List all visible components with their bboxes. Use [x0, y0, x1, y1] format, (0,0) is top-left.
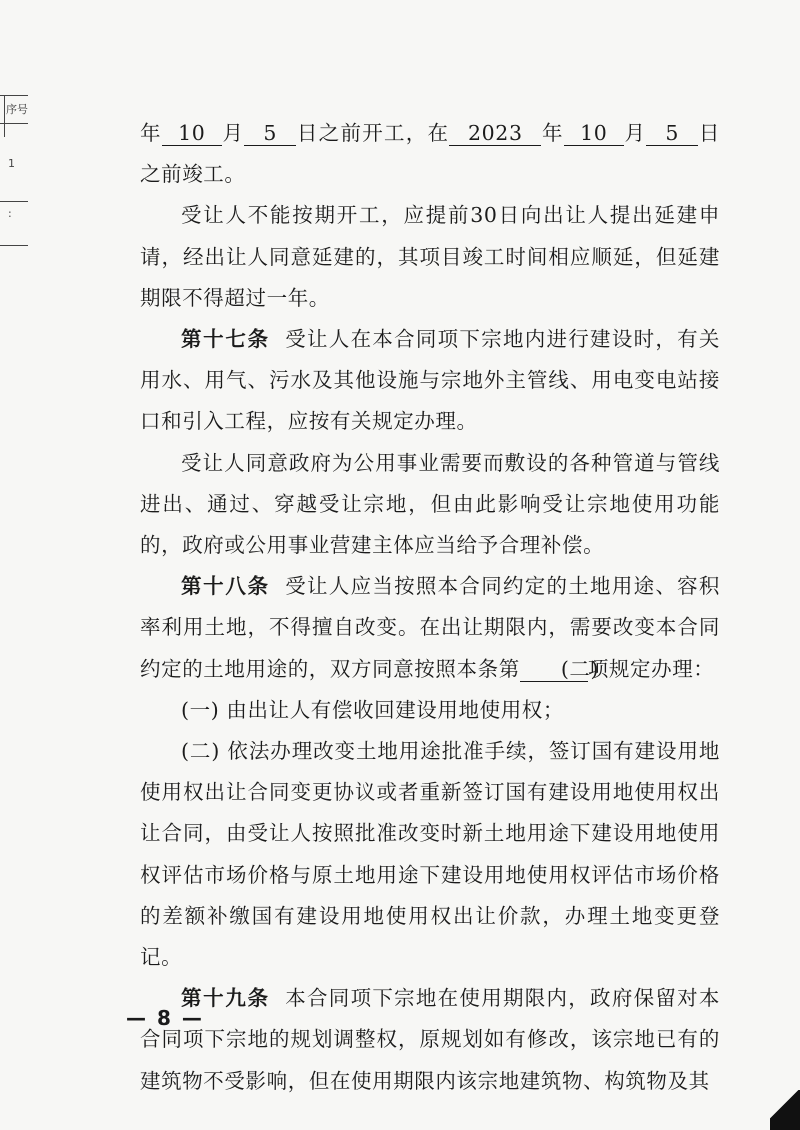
filled-option: (二)	[520, 657, 588, 682]
filled-year-complete: 2023	[449, 121, 541, 146]
paragraph-completion-dates	[140, 113, 720, 195]
text-fragment: 年	[541, 121, 564, 145]
paragraph-extension: 受让人不能按期开工，应提前30日向出让人提出延建申请，经出让人同意延建的，其项目竣工时间相应顺延，但延建期限不得超过一年。	[140, 203, 720, 310]
margin-rule	[0, 201, 28, 202]
contract-body	[140, 113, 720, 1102]
article-text: 受让人应当按照本合同约定的土地用途、容积率利用土地，不得擅自改变。在出让期限内，需要改变本合同约定的土地用途的，双方同意按照本条第	[140, 574, 721, 681]
previous-page-margin	[0, 95, 38, 270]
article-text: 本合同项下宗地在使用期限内，政府保留对本合同项下宗地的规划调整权，原规划如有修改，该宗地已有的建筑物不受影响，但在使用期限内该宗地建筑物、构筑物及其	[140, 986, 721, 1093]
margin-mark: 1	[8, 157, 15, 170]
margin-header-text: 序号	[6, 103, 28, 116]
text-fragment: 月	[623, 121, 647, 145]
article-19	[140, 978, 720, 1102]
margin-mark: :	[8, 207, 12, 220]
scan-edge-shadow	[770, 1090, 800, 1130]
article-title: 第十九条	[181, 986, 270, 1011]
article-text: 项规定办理：	[587, 656, 715, 681]
article-18	[140, 566, 720, 690]
text-fragment: 年	[140, 121, 162, 145]
filled-day-start: 5	[244, 121, 296, 146]
article-text: 受让人在本合同项下宗地内进行建设时，有关用水、用气、污水及其他设施与宗地外主管线、用电变电站接口和引入工程，应按有关规定办理。	[140, 327, 721, 434]
filled-month-start: 10	[162, 121, 222, 146]
filled-day-complete: 5	[646, 121, 698, 146]
article-title: 第十八条	[181, 574, 270, 599]
option-item-2: (二) 依法办理改变土地用途批准手续，签订国有建设用地使用权出让合同变更协议或者重新签订国有建设用地使用权出让合同，由受让人按照批准改变时新土地用途下建设用地使用权评估市场价格与原土地用途下建设用地使用权评估市场价格的差额补缴国有建设用地使用权出让价款，办理土地变更登记。	[140, 739, 720, 970]
page-number: — 8 —	[126, 1006, 204, 1030]
margin-rule-vertical	[4, 95, 5, 137]
margin-rule	[0, 123, 28, 124]
text-fragment: 日之前竣工。	[140, 121, 720, 187]
paragraph-pipelines: 受让人同意政府为公用事业需要而敷设的各种管道与管线进出、通过、穿越受让宗地，但由此影响受让宗地使用功能的，政府或公用事业营建主体应当给予合理补偿。	[140, 450, 720, 558]
text-fragment: 日之前开工，在	[296, 121, 450, 145]
article-17	[140, 319, 720, 443]
margin-rule	[0, 245, 28, 246]
text-fragment: 月	[221, 121, 245, 145]
filled-month-complete: 10	[564, 121, 624, 146]
option-item-1: (一) 由出让人有偿收回建设用地使用权；	[181, 697, 565, 722]
article-title: 第十七条	[181, 327, 270, 352]
